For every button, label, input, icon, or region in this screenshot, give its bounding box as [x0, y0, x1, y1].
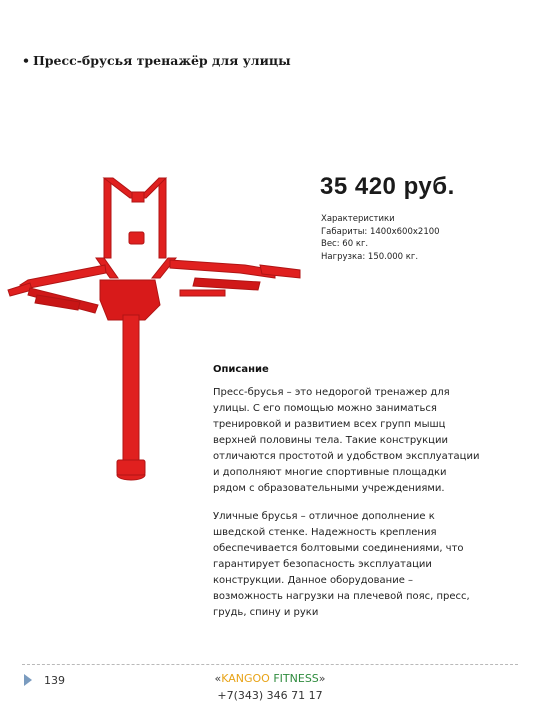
paragraph-line: грудь, спину и руки — [213, 607, 319, 618]
page-number: 139 — [44, 674, 65, 687]
paragraph-line: улицы. С его помощью можно заниматься — [213, 403, 437, 414]
paragraph-line: Уличные брусья – отличное дополнение к — [213, 511, 435, 522]
paragraph-line: возможность нагрузки на плечевой пояс, пресс, — [213, 591, 470, 602]
spec-weight: Вес: 60 кг. — [321, 239, 369, 249]
paragraph-line: Пресс-брусья – это недорогой тренажер для — [213, 387, 450, 398]
paragraph-line: гарантирует безопасность эксплуатации — [213, 559, 432, 570]
brand-name — [200, 672, 340, 685]
paragraph-line: рядом с образовательными учреждениями. — [213, 483, 445, 494]
paragraph-line: отличаются простотой и удобством эксплуатации — [213, 451, 480, 462]
specifications — [321, 213, 440, 263]
page-marker-icon — [24, 674, 32, 686]
brand-close-quote: » — [318, 672, 326, 685]
description-paragraph-2 — [213, 509, 498, 621]
brand-fitness: FITNESS — [273, 672, 319, 685]
paragraph-line: конструкции. Данное оборудование – — [213, 575, 414, 586]
specs-heading: Характеристики — [321, 214, 395, 224]
page-title — [22, 53, 291, 68]
spec-load: Нагрузка: 150.000 кг. — [321, 251, 419, 262]
footer-divider — [22, 664, 518, 665]
price: 35 420 руб. — [320, 173, 455, 200]
spec-dimensions: Габариты: 1400х600х2100 — [321, 226, 440, 237]
paragraph-line: верхней половины тела. Такие конструкции — [213, 435, 448, 446]
paragraph-line: тренировкой и развитием всех групп мышц — [213, 419, 446, 430]
brand-kangoo: KANGOO — [221, 672, 270, 685]
description-heading: Описание — [213, 364, 269, 375]
brand-open-quote: « — [214, 672, 222, 685]
description-paragraph-1 — [213, 385, 498, 497]
contact-phone: +7(343) 346 71 17 — [217, 689, 323, 702]
title-bullet: • — [22, 53, 30, 68]
paragraph-line: и дополняют многие спортивные площадки — [213, 467, 447, 478]
title-text: Пресс-брусья тренажёр для улицы — [33, 53, 291, 68]
paragraph-line: обеспечивается болтовыми соединениями, что — [213, 543, 464, 554]
paragraph-line: шведской стенке. Надежность крепления — [213, 527, 437, 538]
